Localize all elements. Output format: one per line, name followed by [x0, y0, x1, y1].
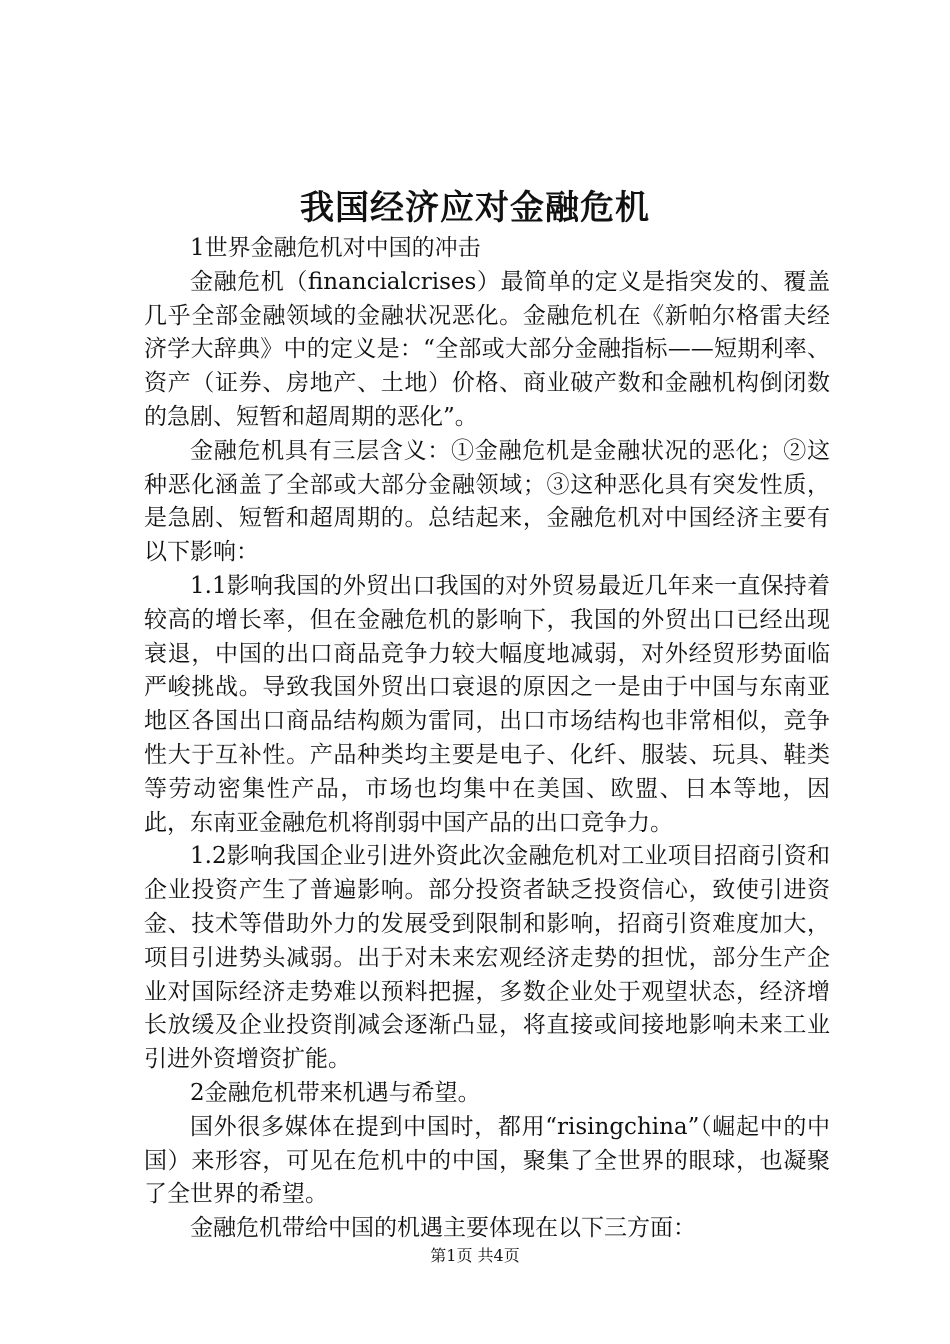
section-heading-2: 2金融危机带来机遇与希望。	[190, 1079, 481, 1106]
paragraph-rising-china: 国外很多媒体在提到中国时，都用“risingchina”（崛起中的中国）来形容，可见在危机中的中国，聚集了全世界的眼球，也凝聚了全世界的希望。	[144, 1113, 830, 1208]
paragraph-definition: 金融危机（financialcrises）最简单的定义是指突发的、覆盖几乎全部金融领域的金融状况恶化。金融危机在《新帕尔格雷夫经济学大辞典》中的定义是：“全部或大部分金融指标——短期利率、资产（证券、房地产、土地）价格、商业破产数和金融机构倒闭数的急剧、短暂和超周期的恶化”。	[144, 268, 830, 430]
paragraph-opportunities: 金融危机带给中国的机遇主要体现在以下三方面：	[190, 1215, 696, 1242]
paragraph-meanings: 金融危机具有三层含义：①金融危机是金融状况的恶化；②这种恶化涵盖了全部或大部分金融领域；③这种恶化具有突发性质，是急剧、短暂和超周期的。总结起来，金融危机对中国经济主要有以下影响：	[144, 437, 830, 566]
section-heading-1: 1世界金融危机对中国的冲击	[190, 235, 481, 261]
document-title: 我国经济应对金融危机	[300, 188, 650, 228]
paragraph-foreign-investment: 1.2影响我国企业引进外资此次金融危机对工业项目招商引资和企业投资产生了普遍影响。部分投资者缺乏投资信心，致使引进资金、技术等借助外力的发展受到限制和影响，招商引资难度加大，项目引进势头减弱。出于对未来宏观经济走势的担忧，部分生产企业对国际经济走势难以预料把握，多数企业处于观望状态，经济增长放缓及企业投资削减会逐渐凸显，将直接或间接地影响未来工业引进外资增资扩能。	[144, 843, 830, 1073]
page-footer: 第1页 共4页	[430, 1246, 520, 1265]
paragraph-foreign-trade: 1.1影响我国的外贸出口我国的对外贸易最近几年来一直保持着较高的增长率，但在金融危机的影响下，我国的外贸出口已经出现衰退，中国的出口商品竞争力较大幅度地减弱，对外经贸形势面临严峻挑战。导致我国外贸出口衰退的原因之一是由于中国与东南亚地区各国出口商品结构颇为雷同，出口市场结构也非常相似，竞争性大于互补性。产品种类均主要是电子、化纤、服装、玩具、鞋类等劳动密集性产品，市场也均集中在美国、欧盟、日本等地，因此，东南亚金融危机将削弱中国产品的出口竞争力。	[144, 572, 830, 836]
document-body	[144, 232, 830, 1246]
